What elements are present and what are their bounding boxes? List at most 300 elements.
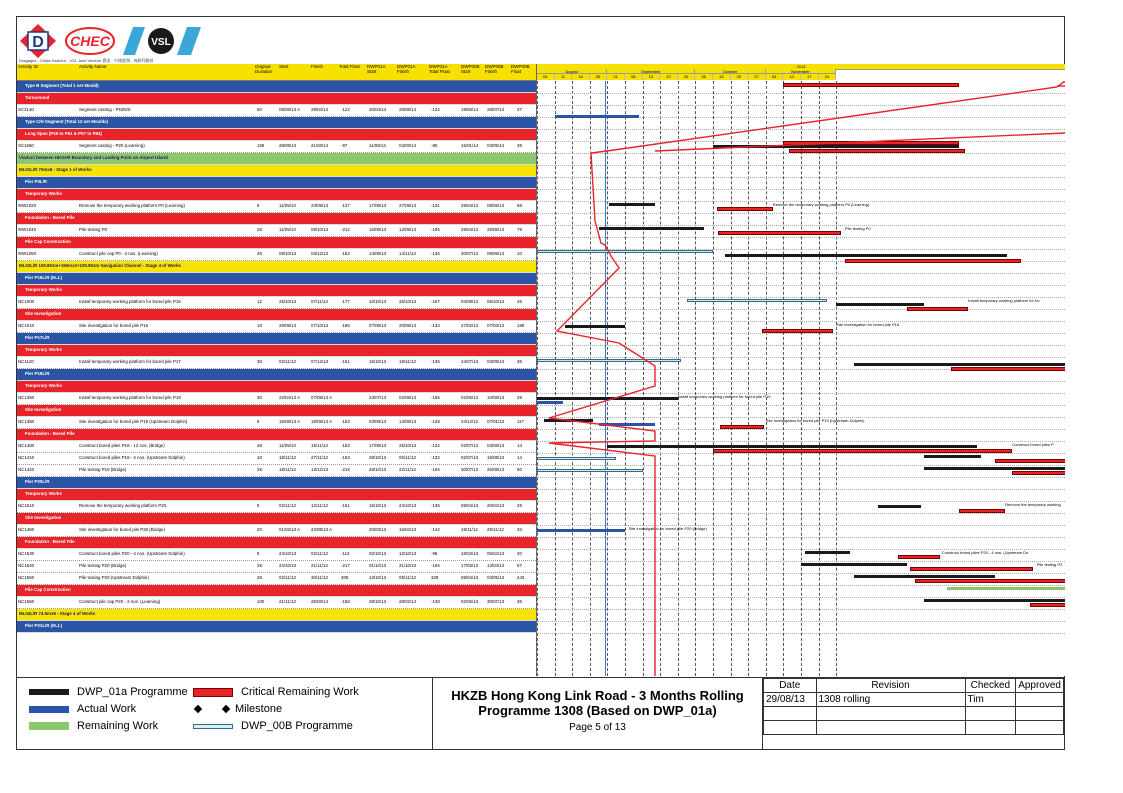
table-row[interactable] [17,249,536,261]
cell-s2: 29/04/13 [461,203,479,208]
table-row[interactable] [17,597,536,609]
cell-f1: 16/04/13 [399,527,417,532]
cell-name: Pile testing P19 (Bridge) [79,467,127,472]
cell-f2: 09/09/13 [487,251,505,256]
cell-start: 21/11/13 [279,599,296,604]
cell-start: 29/09/13 [279,323,297,328]
milestone-icon [222,705,230,713]
cell-s2: 19/11/12 [461,527,478,532]
cell-f2: 03/05/14 [487,143,505,148]
gantt-month: August [537,69,607,74]
gantt-week: 25 [590,74,608,80]
cell-tf2: 67 [517,563,522,568]
cell-s1: 20/03/13 [369,527,387,532]
cell-id: Pier P19L/R [25,371,50,376]
gantt-week: 06 [695,74,713,80]
gantt-label: Install temporary working platform for bored pile P19 [677,394,771,399]
cell-tf1: -132 [431,455,440,460]
cell-id: NC1460 [18,527,35,532]
cell-name: Site investigation for bored pile P20 (Bridge) [79,527,165,532]
cell-tf: -122 [341,107,350,112]
group-header-row[interactable] [17,369,536,381]
cell-f1: 24/10/13 [399,503,417,508]
cell-dur: 28 [257,227,262,232]
cell-tf2: 45 [517,299,522,304]
gantt-body [537,81,1065,676]
cell-s2: 02/07/13 [461,455,479,460]
cell-id: Viaduct between HKSAR Boundary and Landing Point on Airport Island [19,155,168,160]
cell-id: NC1540 [18,563,35,568]
cell-s1: 28/10/13 [369,599,387,604]
company-logos [19,19,203,63]
cell-start: 02/11/13 [279,503,296,508]
cell-id: Long Span (P49 to P51 & P57 to P84) [25,131,102,136]
rev-date [764,707,817,721]
table-row[interactable] [17,357,536,369]
cell-id: ML04L/R 74.5mx8 - Stage 4 of Works [19,611,96,616]
cell-id: WW1020 [18,203,37,208]
rev-checked [965,707,1016,721]
gantt-week: 15 [643,74,661,80]
cell-id: Temporary Works [25,383,62,388]
group-header-row[interactable] [17,177,536,189]
cell-finish: 13/12/13 [311,467,329,472]
cell-tf: -212 [341,227,350,232]
cell-f2: 28/07/14 [487,107,505,112]
gantt-label: Pile testing P0 [845,226,871,231]
group-header-row[interactable] [17,477,536,489]
group-header-row[interactable] [17,273,536,285]
svg-text:D: D [32,34,44,51]
cell-id: NC1530 [18,551,35,556]
group-header-row[interactable] [17,345,536,357]
cell-finish: 03/12/13 [311,251,329,256]
cell-tf: -151 [341,359,350,364]
col-dwp00b-start: DWP00B Start [461,64,480,74]
cell-name: Construct bored piles P19 - 12 nos. (Bridge) [79,443,165,448]
cell-tf2: 50 [517,467,522,472]
cell-name: Construct pile cap P0 - 2 nos. (Learning) [79,251,158,256]
legend-swatch [29,689,69,695]
revision-table [763,677,1064,749]
cell-tf2: 10 [517,251,522,256]
cell-s2: 17/03/13 [461,563,479,568]
cell-start: 09/08/13 A [279,107,300,112]
cell-f1: 13/08/13 [399,419,417,424]
col-dwp01a-start: DWP01A Start [367,64,386,74]
cell-tf1: -136 [431,251,440,256]
cell-f1: 04/03/14 [399,143,417,148]
gantt-week: 03 [766,74,784,80]
cell-id: NC1010 [18,323,35,328]
vsl-logo [123,25,203,57]
cell-tf: 308 [341,575,349,580]
cell-start: 02/11/13 [279,359,296,364]
legend-dwp00b [193,720,353,732]
cell-id: Pile Cap Construction [25,587,71,592]
cell-id: Temporary Works [25,287,62,292]
cell-s2: 27/02/13 [461,323,479,328]
cell-start: 22/04/13 A [279,395,300,400]
group-header-row[interactable] [17,381,536,393]
cell-start: 02/11/13 [279,575,296,580]
cell-tf: -185 [341,323,350,328]
cell-id: Turnaround [25,95,50,100]
cell-start: 11/09/13 [279,227,296,232]
cell-id: WW1050 [18,251,37,256]
cell-tf1: -133 [431,323,440,328]
group-header-row[interactable] [17,513,536,525]
cell-id: Pier P16L/R (M.J.) [25,275,63,280]
cell-s2: 24/12/12 [461,419,479,424]
cell-finish: 30/11/13 [311,575,328,580]
group-header-row[interactable] [17,165,536,177]
cell-f2: 19/08/13 [487,455,505,460]
rev-header-revision: Revision [816,679,965,693]
col-dwp01a-finish: DWP01A Finish [397,64,416,74]
legend-critical [193,686,359,698]
rev-approved [1016,693,1064,707]
cell-start: 11/09/13 [279,203,296,208]
cell-s2: 02/05/13 [461,599,479,604]
cell-tf2: 36 [517,599,522,604]
cell-s1: 14/09/13 [369,251,387,256]
group-header-row[interactable] [17,405,536,417]
legend-label: DWP_00B Programme [241,720,353,732]
cell-tf2: 20 [517,551,522,556]
rev-date [764,721,817,735]
cell-id: Pier P0L/R [25,179,47,184]
rev-revision: 1308 rolling [816,693,965,707]
cell-dur: 8 [257,503,260,508]
cell-id: Temporary Works [25,491,62,496]
cell-f2: 03/05/13 [487,575,505,580]
cell-s1: 23/07/13 [369,395,387,400]
cell-tf2: 29 [517,395,522,400]
cell-dur: 100 [257,599,265,604]
cell-tf2: 37 [517,107,522,112]
cell-finish: 09/10/13 [311,227,329,232]
legend-dwp01 [29,686,188,698]
group-header-row[interactable] [17,537,536,549]
group-header-row[interactable] [17,117,536,129]
dragages-logo [19,23,57,59]
cell-id: NC1360 [18,395,35,400]
cell-tf: -137 [341,203,350,208]
cell-tf: -217 [341,563,350,568]
group-header-row[interactable] [17,333,536,345]
rev-header-date: Date [764,679,817,693]
cell-dur: 8 [257,419,260,424]
gantt-week: 22 [660,74,678,80]
cell-id: NC1510 [18,503,35,508]
cell-finish: 22/08/13 A [311,527,332,532]
table-row[interactable] [17,105,536,117]
cell-f1: 12/10/13 [399,551,417,556]
table-row[interactable] [17,501,536,513]
cell-id: Foundation - Bored Pile [25,431,75,436]
group-header-row[interactable] [17,189,536,201]
cell-s2: 30/07/13 [461,467,479,472]
group-header-row[interactable] [17,213,536,225]
cell-dur: 28 [257,563,262,568]
rev-row [764,693,1064,707]
group-header-row[interactable] [17,129,536,141]
cell-f2: 05/10/13 [487,299,505,304]
cell-id: Foundation - Bored Pile [25,539,75,544]
cell-id: Pier P20L/R [25,479,50,484]
cell-s1: 03/08/13 [369,419,387,424]
cell-dur: 28 [257,575,262,580]
table-row[interactable] [17,561,536,573]
cell-start: 11/09/13 [279,443,296,448]
cell-finish: 21/11/13 [311,563,328,568]
cell-tf: -152 [341,251,350,256]
cell-id: Site Investigation [25,407,62,412]
rev-approved [1016,707,1064,721]
cell-f1: 19/11/13 [399,359,416,364]
gantt-label: Construct bored piles P [1012,442,1054,447]
gantt-week: 24 [819,74,837,80]
col-activity-name: Activity Name [79,64,107,69]
cell-id: NC1410 [18,455,35,460]
group-header-row[interactable] [17,153,536,165]
cell-s1: 10/10/13 [369,299,387,304]
cell-finish: 25/03/14 [311,599,329,604]
cell-tf: -177 [341,299,350,304]
cell-tf: -113 [341,551,350,556]
gantt-week: 20 [731,74,749,80]
cell-name: Construct bored piles P20 - 4 nos. (Upstream Dolphin) [79,551,185,556]
table-row[interactable] [17,453,536,465]
group-header-row[interactable] [17,621,536,633]
cell-tf: -153 [341,443,350,448]
gantt-week: 01 [607,74,625,80]
cell-tf1: -132 [431,107,440,112]
cell-f2: 03/09/13 [487,359,505,364]
cell-name: Pile testing P20 (Upstream Dolphin) [79,575,149,580]
cell-tf2: 33 [517,527,522,532]
cell-s1: 11/09/13 [369,143,386,148]
cell-id: SC2140 [18,107,34,112]
cell-finish: 23/09/13 [311,203,329,208]
cell-dur: 30 [257,395,262,400]
table-row[interactable] [17,225,536,237]
gantt-label: Site investigation for bored pile P20 (Bridge) [628,526,707,531]
cell-id: Pier P17L/R [25,335,50,340]
cell-finish: 07/10/13 [311,323,329,328]
title-line2: Programme 1308 (Based on DWP_01a) [478,703,717,718]
cell-id: Temporary Works [25,347,62,352]
cell-tf: -153 [341,419,350,424]
gantt-week: 04 [537,74,555,80]
cell-tf: -215 [341,467,350,472]
cell-id: NC1120 [18,359,34,364]
cell-f2: 26/08/13 [487,467,505,472]
table-row[interactable] [17,393,536,405]
col-finish: Finish [311,64,324,69]
cell-finish: 21/03/14 [311,143,329,148]
group-header-row[interactable] [17,489,536,501]
legend-milestone [193,703,282,715]
gantt-label: Site investigation for bored pile P19 (Upstream Dolphin) [765,418,865,423]
legend-actual [29,703,136,715]
table-row[interactable] [17,201,536,213]
cell-start: 18/11/13 [279,455,296,460]
cell-id: Site Investigation [25,515,62,520]
table-row[interactable] [17,441,536,453]
table-row[interactable] [17,321,536,333]
gantt-week: 13 [713,74,731,80]
legend-remaining [29,720,158,732]
cell-tf2: 29 [517,503,522,508]
group-header-row[interactable] [17,261,536,273]
cell-dur: 48 [257,443,262,448]
cell-f1: 26/10/13 [399,299,417,304]
table-row[interactable] [17,417,536,429]
cell-f1: 28/08/14 [399,107,417,112]
cell-tf1: -136 [431,503,440,508]
cell-f1: 02/09/13 [399,395,417,400]
cell-finish: 12/11/13 [311,503,328,508]
cell-tf1: -98 [431,551,438,556]
group-header-row[interactable] [17,93,536,105]
group-header-row[interactable] [17,585,536,597]
rev-approved [1016,721,1064,735]
cell-id: Pier P21L/R (M.J.) [25,623,63,628]
cell-s1: 16/09/13 [369,227,387,232]
activity-table [17,64,536,676]
cell-id: NC1550 [18,575,35,580]
group-header-row[interactable] [17,81,536,93]
legend-label: Actual Work [77,703,137,715]
cell-s1: 30/04/14 [369,107,387,112]
gantt-week: 08 [625,74,643,80]
legend-swatch [29,706,69,713]
legend [17,677,433,749]
cell-name: Remove the temporary working platform P0 (Learning) [79,203,185,208]
legend-label: Remaining Work [77,720,159,732]
rev-checked [965,721,1016,735]
cell-name: Construct bored piles P19 - 4 nos. (Upstream Dolphin) [79,455,185,460]
cell-s2: 18/03/13 [461,551,479,556]
table-row[interactable] [17,573,536,585]
gantt-label: Pile testing P2 [1036,562,1063,567]
cell-id: Foundation - Bored Pile [25,215,75,220]
gantt-month: September [607,69,695,74]
gantt-year: 2013 [537,64,1065,70]
table-row[interactable] [17,525,536,537]
schedule-sheet [16,16,1065,750]
cell-tf2: 79 [517,227,522,232]
rev-date: 29/08/13 [764,693,817,707]
group-header-row[interactable] [17,429,536,441]
cell-start: 01/02/13 A [279,527,300,532]
group-header-row[interactable] [17,237,536,249]
cell-f2: 08/05/13 [487,203,505,208]
cell-f2: 20/04/13 [487,503,505,508]
cell-f2: 13/04/13 [487,563,505,568]
gantt-chart [536,64,1065,676]
legend-swatch [193,724,233,729]
cell-tf2: 189 [517,323,525,328]
table-row[interactable] [17,297,536,309]
group-header-row[interactable] [17,609,536,621]
cell-tf1: -136 [431,359,440,364]
cell-f1: 06/11/13 [399,455,416,460]
jv-caption: Dragages - China Harbour - VSL Joint Venture 寶嘉 - 中國港灣 - 威勝利聯營 [19,58,154,63]
legend-label: Milestone [235,703,283,715]
rev-revision [816,707,965,721]
cell-f2: 29/11/12 [487,527,504,532]
cell-f1: 31/10/13 [399,563,417,568]
gantt-label: Site investigation for bored pile P16 [836,322,900,327]
cell-s2: 29/04/13 [461,227,479,232]
cell-id: NC1560 [18,599,35,604]
title-block [433,677,763,749]
table-body [17,81,536,633]
cell-s1: 28/10/13 [369,467,387,472]
cell-s2: 19/06/14 [461,107,479,112]
cell-tf2: 39 [517,143,522,148]
legend-swatch [193,688,233,697]
cell-name: Pile testing P0 [79,227,108,232]
cell-finish: 07/09/13 A [311,395,332,400]
cell-start: 28/09/13 [279,143,297,148]
group-header-row[interactable] [17,285,536,297]
group-header-row[interactable] [17,309,536,321]
gantt-month: November [766,69,836,74]
gantt-week: 17 [801,74,819,80]
cell-s1: 13/10/13 [369,575,387,580]
page-number: Page 5 of 13 [569,722,626,733]
cell-f2: 25/05/13 [487,227,505,232]
svg-text:VSL: VSL [151,37,171,48]
cell-dur: 60 [257,107,262,112]
cell-dur: 169 [257,143,265,148]
cell-s2: 15/01/14 [461,143,479,148]
cell-start: 25/10/13 [279,299,297,304]
legend-swatch [29,722,69,730]
cell-start: 24/10/13 [279,563,297,568]
table-row[interactable] [17,141,536,153]
cell-name: Install temporary working platform for bored pile P16 [79,299,181,304]
cell-s2: 08/04/13 [461,503,479,508]
cell-f1: 28/02/14 [399,599,417,604]
cell-id: NC1380 [18,419,35,424]
rev-row [764,707,1064,721]
cell-id: SC1650 [18,143,34,148]
cell-s2: 02/05/13 [461,395,479,400]
table-row[interactable] [17,549,536,561]
cell-id: NC1420 [18,467,35,472]
cell-f1: 25/10/13 [399,443,417,448]
rev-header-checked: Checked [965,679,1016,693]
cell-tf1: -194 [431,467,440,472]
cell-tf2: 68 [517,203,522,208]
table-row[interactable] [17,465,536,477]
cell-f1: 14/11/13 [399,251,416,256]
col-total-float: Total Float [339,64,360,69]
cell-tf2: 14 [517,455,522,460]
cell-finish: 07/12/13 [311,359,329,364]
cell-dur: 45 [257,251,262,256]
gantt-week: 11 [555,74,573,80]
cell-id: ML01L/R 75mx8 - Stage 1 of Works [19,167,92,172]
cell-tf: -158 [341,599,350,604]
title-line1: HKZB Hong Kong Link Road - 3 Months Rolling [451,688,744,703]
cell-id: Temporary Works [25,191,62,196]
